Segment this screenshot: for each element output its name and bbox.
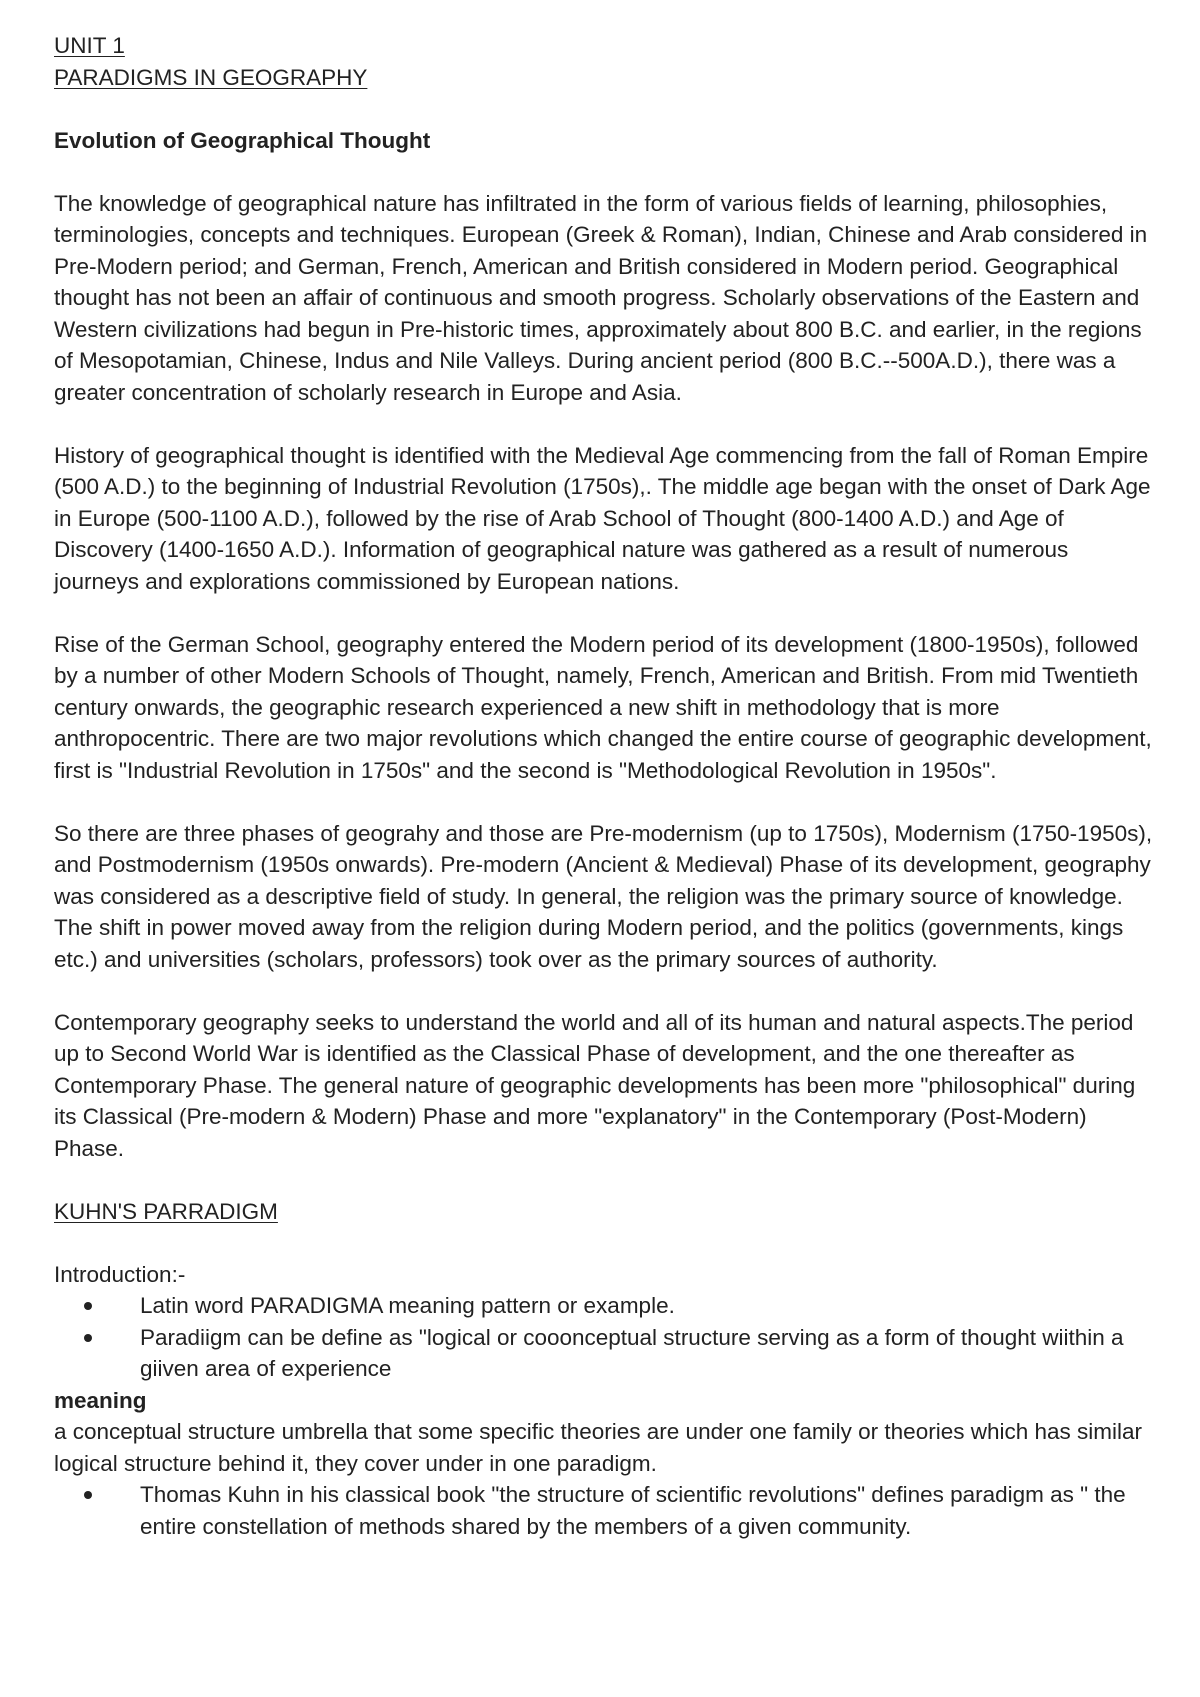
paragraph: The knowledge of geographical nature has infiltrated in the form of various fields of learning, philosophies, terminologies, concepts and techniques. European (Greek & Roman), Indian, Chinese and Arab considered in Pre-Modern period; and German, French, American and British considered in Modern period. Geographical thought has not been an affair of continuous and smooth progress. Scholarly observations of the Eastern and Western civilizations had begun in Pre-historic times, approximately about 800 B.C. and earlier, in the regions of Mesopotamian, Chinese, Indus and Nile Valleys. During ancient period (800 B.C.--500A.D.), there was a greater concentration of scholarly research in Europe and Asia.	[54, 190, 1148, 405]
unit-label: UNIT 1	[54, 33, 125, 58]
intro-label: Introduction:-	[54, 1261, 186, 1287]
list-item	[54, 1479, 1154, 1542]
bullet-icon	[84, 1302, 92, 1310]
meaning-bullet-list	[54, 1479, 1154, 1542]
paragraph: History of geographical thought is identified with the Medieval Age commencing from the fall of Roman Empire (500 A.D.) to the beginning of Industrial Revolution (1750s),. The middle age began with the onset of Dark Age in Europe (500-1100 A.D.), followed by the rise of Arab School of Thought (800-1400 A.D.) and Age of Discovery (1400-1650 A.D.). Information of geographical nature was gathered as a result of numerous journeys and explorations commissioned by European nations.	[54, 442, 1151, 594]
section-heading-kuhn: KUHN'S PARRADIGM	[54, 1198, 278, 1224]
list-item-text: Thomas Kuhn in his classical book "the structure of scientific revolutions" defines paradigm as " the entire constellation of methods shared by the members of a given community.	[140, 1482, 1126, 1539]
paragraph: So there are three phases of geograhy and those are Pre-modernism (up to 1750s), Modernism (1750-1950s), and Postmodernism (1950s onwards). Pre-modern (Ancient & Medieval) Phase of its development, geography was considered as a descriptive field of study. In general, the religion was the primary source of knowledge. The shift in power moved away from the religion during Modern period, and the politics (governments, kings etc.) and universities (scholars, professors) took over as the primary sources of authority.	[54, 820, 1153, 972]
list-item-text: Paradiigm can be define as "logical or cooonceptual structure serving as a form of thought wiithin a giiven area of experience	[140, 1324, 1124, 1381]
bullet-icon	[84, 1334, 92, 1342]
paragraph: Rise of the German School, geography entered the Modern period of its development (1800-1950s), followed by a number of other Modern Schools of Thought, namely, French, American and British. From mid Twentieth century onwards, the geographic research experienced a new shift in methodology that is more anthropocentric. There are two major revolutions which changed the entire course of geographic development, first is "Industrial Revolution in 1750s" and the second is "Methodological Revolution in 1950s".	[54, 631, 1152, 783]
section-heading-evolution: Evolution of Geographical Thought	[54, 127, 431, 153]
document-page	[54, 30, 1154, 1542]
list-item	[54, 1322, 1154, 1385]
list-item-text: Latin word PARADIGMA meaning pattern or example.	[140, 1293, 675, 1318]
bullet-icon	[84, 1491, 92, 1499]
document-title: PARADIGMS IN GEOGRAPHY	[54, 64, 368, 90]
intro-bullet-list	[54, 1290, 1154, 1385]
meaning-text: a conceptual structure umbrella that some specific theories are under one family or theories which has similar logical structure behind it, they cover under in one paradigm.	[54, 1419, 1143, 1476]
meaning-label: meaning	[54, 1387, 147, 1413]
list-item	[54, 1290, 1154, 1322]
paragraph: Contemporary geography seeks to understand the world and all of its human and natural aspects.The period up to Second World War is identified as the Classical Phase of development, and the one thereafter as Contemporary Phase. The general nature of geographic developments has been more "philosophical" during its Classical (Pre-modern & Modern) Phase and more "explanatory" in the Contemporary (Post-Modern) Phase.	[54, 1009, 1136, 1161]
